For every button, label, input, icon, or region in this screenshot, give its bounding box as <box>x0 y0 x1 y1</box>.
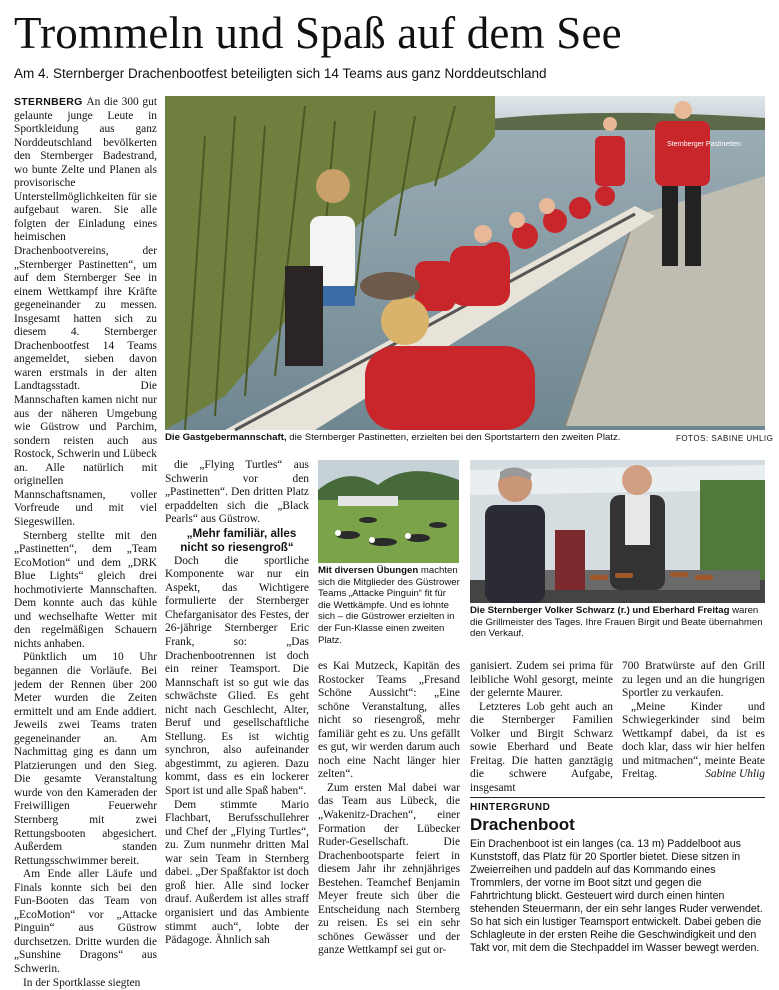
sidebar-title: Drachenboot <box>470 815 575 834</box>
shirt-print: Sternberger Pastinetten <box>667 141 741 148</box>
paragraph: Doch die sportliche Komponente war nur ein Aspekt, das Wichtigere formulierte der Sternberger Chefarganisator des Festes, der 26-jährige Sternberger Eric Frank, so: „Das Drachenbootrennen ist doch ein reiner Teamsport. Die Mannschaft ist so gut wie das schwächste Glied. Es geht nicht nach Geschlecht, Alter, Beruf und gesellschaftliche Stellung. Es ist wichtig synchron, also aufeinander abgestimmt, zu agieren. Dazu kommt, dass es ein lockerer Sport ist und alle Spaß haben“. <box>165 554 309 798</box>
main-photo-illustration <box>165 96 765 430</box>
column-1 <box>14 96 157 989</box>
paragraph: es Kai Mutzeck, Kapitän des Rostocker Teams „Fresand Schöne Aussicht“: „Eine schöne Veranstaltung, alles nicht so riesengroß, mehr familiär geht es zu. Uns gefällt es gut, wir werden darum auch noch eine Nacht länger hier zelten“. <box>318 660 460 781</box>
paragraph: Am Ende aller Läufe und Finals konnte sich bei den Fun-Booten das Team von „EcoMotion“ vor „Attacke Pinguin“ aus Güstrow durchsetzen. Dritte wurden die „Sunshine Dragons“ aus Schwerin. <box>14 868 157 975</box>
sidebar-background <box>470 800 765 958</box>
exercise-caption-bold: Mit diversen Übungen <box>318 565 419 576</box>
grill-photo-illustration <box>470 460 765 603</box>
sidebar-top-rule <box>470 797 765 798</box>
paragraph: ganisiert. Zudem sei prima für leibliche Wohl gesorgt, meinte der gelernte Maurer. <box>470 660 613 700</box>
main-photo-caption <box>165 432 635 444</box>
exercise-photo <box>318 460 459 563</box>
paragraph-intro-text: An die 300 gut gelaunte junge Leute in Sportkleidung aus ganz Norddeutschland bevölkerten den Sternberger Badestrand, wo bunte Zelte und Planen als provisorische Unterstellmöglichkeiten für sie aufgebaut waren. Sie alle folgten der Einladung eines heimischen Drachenbootvereins, der „Sternberger Pastinetten“, um auf dem Sternberger See in einem Wettkampf ihre Kräfte gegeneinander zu messen. Insgesamt hatten sich zu diesem 4. Sternberger Drachenbootfest 14 Teams angemeldet, sieben davon waren erstmals in der alten Landtagsstadt. Die Mannschaften kamen nicht nur aus der näheren Umgebung wie Güstrow und Parchim, sondern reisten auch aus Rostock, Schwerin und Lübeck an. Alle natürlich mit originellen Mannschaftsnamen, voller Vorfreude und mit viel Siegeswillen. <box>14 96 157 528</box>
photo-credit: FOTOS: SABINE UHLIG <box>676 434 774 443</box>
paragraph: Letzteres Lob geht auch an die Sternberger Familien Volker und Birgit Schwarz sowie Eberhard und Beate Freitag. Die hatten ganztägig die schwere Aufgabe, insgesamt <box>470 700 613 794</box>
paragraph: die „Flying Turtles“ aus Schwerin vor den „Pastinetten“. Den dritten Platz erpaddelten sich die „Black Pearls“ aus Güstrow. <box>165 459 309 526</box>
grill-photo <box>470 460 765 603</box>
column-3 <box>318 660 460 958</box>
paragraph: 700 Bratwürste auf den Grill zu legen und an die hungrigen Sportler zu verkaufen. <box>622 660 765 700</box>
main-caption-text: die Sternberger Pastinetten, erzielten bei den Sportstartern den zweiten Platz. <box>289 432 621 443</box>
main-photo-dragonboat-team <box>165 96 765 430</box>
author-signature: Sabine Uhlig <box>705 768 765 781</box>
exercise-photo-caption <box>318 565 460 646</box>
column-5 <box>622 660 765 795</box>
sidebar-body <box>470 838 765 955</box>
paragraph: Zum ersten Mal dabei war das Team aus Lübeck, die „Wakenitz-Drachen“, einer Formation der Lübecker Ruder-Gesellschaft. Die Drachenbootsparte feiert in diesem Jahr ihr zehnjähriges Bestehen. Teamchef Benjamin Meyer freute sich über die Entscheidung nach Sternberg zu reisen. Es sei ein sehr schönes Gewässer und der ganze Wettkampf sei gut or- <box>318 781 460 957</box>
subhead: Am 4. Sternberger Drachenbootfest beteiligten sich 14 Teams aus ganz Norddeutschland <box>14 66 547 81</box>
sidebar-paragraph: Ein Drachenboot ist ein langes (ca. 13 m) Paddelboot aus Kunststoff, das Platz für 20 Sportler bietet. Diese sitzen in Zweierreihen und paddeln auf das Kommando eines Trommlers, der vorne im Boot sitzt und gegen die Fahrtrichtung blickt. Gesteuert wird durch einen hinten stehenden Steuermann, der ein sehr langes Ruder verwendet. <box>470 838 763 915</box>
paragraph: In der Sportklasse siegten <box>23 976 141 989</box>
paragraph: Pünktlich um 10 Uhr begannen die Vorläufe. Bei jedem der Rennen über 200 Meter wurden die Zeiten ermittelt und am Ende addiert. Jeweils zwei Teams traten gegeneinander an. Am Nachmittag ging es dann um Platzierungen und den Sieg. Die gesamte Veranstaltung wurde von den Kameraden der Freiwilligen Feuerwehr Sternberg mit zwei Rettungsbooten abgesichert. Außerdem standen Rettungsschwimmer bereit. <box>14 651 157 867</box>
paragraph <box>622 701 765 782</box>
paragraph: Sternberg stellte mit den „Pastinetten“, dem „Team EcoMotion“ und dem „DRK Blue Lights“ gleich drei hochmotivierte Mannschaften. Dem konnte auch das kühle und wechselhafte Wetter mit den regelmäßigen Schauern nichts anhaben. <box>14 529 157 650</box>
main-caption-bold: Die Gastgebermannschaft, <box>165 432 287 443</box>
grill-caption-bold: Die Sternberger Volker Schwarz (r.) und Eberhard Freitag <box>470 605 730 616</box>
grill-caption-text: waren die Grillmeister des Tages. Ihre Frauen Birgit und Beate übernahmen den Verkauf. <box>470 605 763 640</box>
subtitle-quote: „Mehr familiär, alles nicht so riesengroß“ <box>180 526 297 554</box>
paragraph: Dem stimmte Mario Flachbart, Berufsschullehrer und Chef der „Flying Turtles“, zu. Zum nunmehr dritten Mal war sein Team in Sternberg dabei. „Der Spaßfaktor ist doch groß hier. Alle sind locker drauf. Außerdem ist alles straff organisiert und das Ambiente stimmt auch“, lobte der Pädagoge. Ähnlich sah <box>165 798 309 947</box>
dateline: STERNBERG <box>14 96 83 108</box>
column-2 <box>165 459 309 958</box>
column-4 <box>470 660 613 795</box>
exercise-photo-illustration <box>318 460 459 563</box>
grill-photo-caption <box>470 605 765 640</box>
paragraph-text: „Meine Kinder und Schwiegerkinder sind beim Wettkampf dabei, da ist es doch klar, dass wir hier helfen und mitmachen“, meinte Beate Freitag. <box>622 700 765 781</box>
paragraph-intro <box>14 96 157 530</box>
exercise-caption-text: machten sich die Mitglieder des Güstrower Teams „Attacke Pinguin“ fit für die Wettkämpfe. Und es lohnte sich – die Güstrower erzielten in der Fun-Klasse einen zweiten Platz. <box>318 565 460 646</box>
sidebar-label: HINTERGRUND <box>470 802 551 813</box>
sidebar-paragraph: So hat sich ein lustiger Teamsport entwickelt. Dabei geben die Schlagleute in der ersten Reihe die Geschwindigkeit und den Takt vor, mit dem die Stechpaddel im Wasser bewegt werden. <box>470 916 762 954</box>
headline: Trommeln und Spaß auf dem See <box>14 8 622 58</box>
